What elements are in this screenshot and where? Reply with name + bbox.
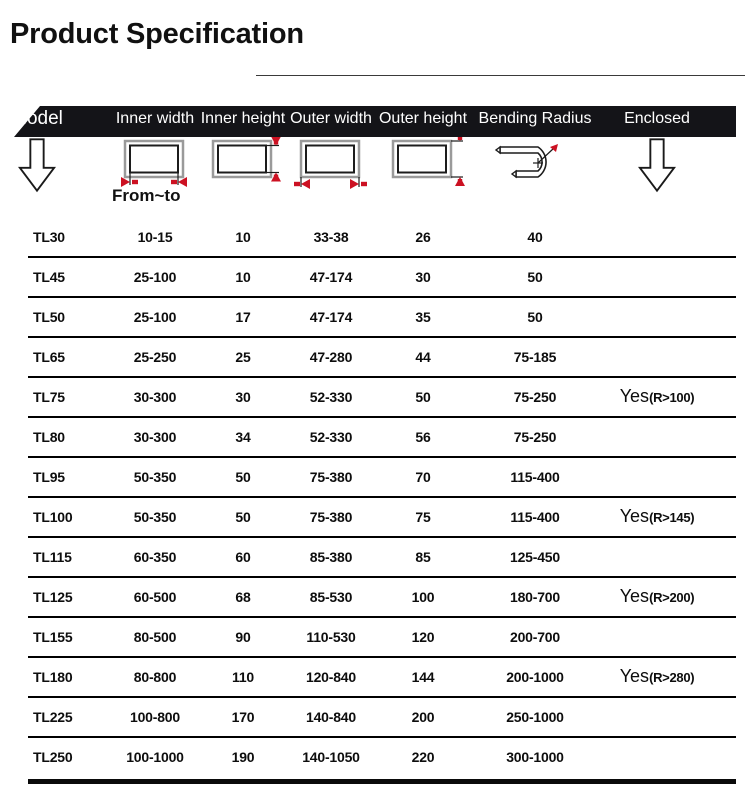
cell-model: TL225	[33, 709, 73, 725]
cell-bending: 75-185	[513, 349, 557, 365]
cell-outer_height: 26	[415, 229, 431, 245]
range-caption: From~to	[112, 186, 181, 205]
table-row	[0, 298, 750, 338]
table-row	[0, 458, 750, 498]
cell-bending: 125-450	[510, 549, 560, 565]
column-header-inner_height: Inner height	[200, 110, 286, 127]
cell-inner_width: 60-500	[133, 589, 177, 605]
cell-model: TL100	[33, 509, 73, 525]
cell-inner_width: 30-300	[133, 389, 177, 405]
cell-outer_width: 120-840	[306, 669, 356, 685]
cell-outer_height: 220	[411, 749, 435, 765]
cell-bending: 250-1000	[506, 709, 564, 725]
cell-bending: 75-250	[513, 429, 557, 445]
cell-outer_width: 85-380	[309, 549, 353, 565]
page-title: Product Specification	[10, 18, 304, 50]
column-header-bending: Bending Radius	[478, 110, 592, 127]
cell-bending: 75-250	[513, 389, 557, 405]
cell-enclosed	[587, 666, 727, 687]
spec-table-body	[0, 218, 750, 778]
enclosed-yes: Yes	[619, 666, 650, 686]
down-arrow-icon	[638, 180, 676, 197]
cell-inner_height: 50	[235, 469, 251, 485]
cell-bending: 50	[527, 269, 543, 285]
cell-inner_width: 10-15	[137, 229, 173, 245]
table-row	[0, 658, 750, 698]
table-row	[0, 618, 750, 658]
cell-model: TL115	[33, 549, 72, 565]
cell-outer_width: 52-330	[309, 389, 353, 405]
cell-inner_height: 50	[235, 509, 251, 525]
cell-inner_height: 190	[231, 749, 255, 765]
table-row	[0, 538, 750, 578]
cell-outer_width: 47-280	[309, 349, 353, 365]
cell-outer_height: 120	[411, 629, 435, 645]
cell-outer_width: 47-174	[309, 269, 353, 285]
cell-outer_width: 110-530	[306, 629, 356, 645]
cell-model: TL95	[33, 469, 65, 485]
cell-inner_width: 50-350	[133, 469, 177, 485]
cell-bending: 115-400	[510, 469, 560, 485]
table-row	[0, 578, 750, 618]
cell-enclosed	[587, 506, 727, 527]
cell-inner_width: 50-350	[133, 509, 177, 525]
cell-outer_height: 50	[415, 389, 431, 405]
table-row	[0, 738, 750, 778]
cell-bending: 40	[527, 229, 543, 245]
cell-inner_width: 30-300	[133, 429, 177, 445]
column-header-inner_width: Inner width	[115, 110, 195, 127]
cell-model: TL30	[33, 229, 65, 245]
cell-outer_width: 75-380	[309, 469, 353, 485]
cell-bending: 115-400	[510, 509, 560, 525]
cell-model: TL250	[33, 749, 73, 765]
cell-inner_height: 10	[235, 229, 251, 245]
cell-outer_height: 70	[415, 469, 431, 485]
header-icon-bending	[492, 137, 578, 193]
enclosed-condition: (R>280)	[649, 670, 695, 685]
cell-outer_height: 144	[411, 669, 435, 685]
bending-radius-icon	[492, 180, 578, 197]
cell-model: TL80	[33, 429, 65, 445]
cell-inner_width: 80-500	[133, 629, 177, 645]
inner-height-icon	[199, 180, 287, 197]
table-row	[0, 418, 750, 458]
enclosed-condition: (R>200)	[649, 590, 695, 605]
cell-bending: 180-700	[510, 589, 560, 605]
cell-inner_width: 25-100	[133, 269, 177, 285]
cell-outer_height: 100	[411, 589, 435, 605]
column-header-outer_height: Outer height	[378, 110, 468, 127]
cell-outer_height: 44	[415, 349, 431, 365]
header-icon-inner_height	[199, 137, 287, 193]
cell-inner_width: 100-800	[130, 709, 180, 725]
cell-inner_height: 17	[235, 309, 251, 325]
header-icon-model	[18, 137, 56, 193]
enclosed-yes: Yes	[619, 506, 650, 526]
cell-outer_width: 47-174	[309, 309, 353, 325]
cell-outer_height: 75	[415, 509, 431, 525]
cell-model: TL155	[33, 629, 73, 645]
cell-inner_height: 30	[235, 389, 251, 405]
cell-inner_width: 100-1000	[126, 749, 184, 765]
cell-outer_height: 85	[415, 549, 431, 565]
header-icon-outer_width	[287, 137, 375, 193]
enclosed-yes: Yes	[619, 386, 650, 406]
cell-outer_width: 140-840	[306, 709, 356, 725]
cell-outer_width: 75-380	[309, 509, 353, 525]
cell-inner_height: 170	[231, 709, 255, 725]
header-icon-outer_height	[379, 137, 467, 193]
cell-inner_width: 25-100	[133, 309, 177, 325]
table-row	[0, 498, 750, 538]
cell-inner_height: 110	[232, 669, 254, 685]
header-icon-enclosed	[638, 137, 676, 193]
column-header-enclosed: Enclosed	[624, 110, 690, 127]
table-row	[0, 698, 750, 738]
cell-enclosed	[587, 386, 727, 407]
cell-inner_height: 34	[235, 429, 251, 445]
cell-inner_width: 80-800	[133, 669, 177, 685]
table-row	[0, 338, 750, 378]
cell-inner_height: 10	[235, 269, 251, 285]
table-row	[0, 218, 750, 258]
enclosed-condition: (R>145)	[649, 510, 695, 525]
cell-bending: 200-1000	[506, 669, 564, 685]
cell-inner_height: 25	[235, 349, 251, 365]
cell-enclosed	[587, 586, 727, 607]
cell-outer_height: 56	[415, 429, 431, 445]
cell-model: TL180	[33, 669, 73, 685]
cell-outer_width: 33-38	[313, 229, 349, 245]
column-header-outer_width: Outer width	[290, 110, 372, 127]
cell-inner_height: 68	[235, 589, 251, 605]
outer-width-icon	[287, 180, 375, 197]
cell-outer_width: 52-330	[309, 429, 353, 445]
cell-bending: 50	[527, 309, 543, 325]
cell-outer_width: 85-530	[309, 589, 353, 605]
table-row	[0, 378, 750, 418]
cell-model: TL75	[33, 389, 65, 405]
cell-inner_width: 25-250	[133, 349, 177, 365]
cell-bending: 200-700	[510, 629, 560, 645]
enclosed-yes: Yes	[619, 586, 650, 606]
title-divider	[256, 75, 745, 76]
table-bottom-border	[28, 779, 736, 784]
down-arrow-icon	[18, 180, 56, 197]
header-icon-inner_width	[111, 137, 199, 193]
cell-outer_height: 200	[411, 709, 435, 725]
table-row	[0, 258, 750, 298]
cell-outer_height: 35	[415, 309, 431, 325]
cell-model: TL50	[33, 309, 65, 325]
cell-bending: 300-1000	[506, 749, 564, 765]
cell-outer_height: 30	[415, 269, 431, 285]
cell-model: TL45	[33, 269, 65, 285]
cell-inner_height: 60	[235, 549, 251, 565]
cell-outer_width: 140-1050	[302, 749, 360, 765]
cell-inner_height: 90	[235, 629, 251, 645]
enclosed-condition: (R>100)	[649, 390, 695, 405]
outer-height-icon	[379, 180, 467, 197]
cell-inner_width: 60-350	[133, 549, 177, 565]
cell-model: TL125	[33, 589, 73, 605]
column-header-model: Model	[11, 108, 63, 129]
cell-model: TL65	[33, 349, 65, 365]
